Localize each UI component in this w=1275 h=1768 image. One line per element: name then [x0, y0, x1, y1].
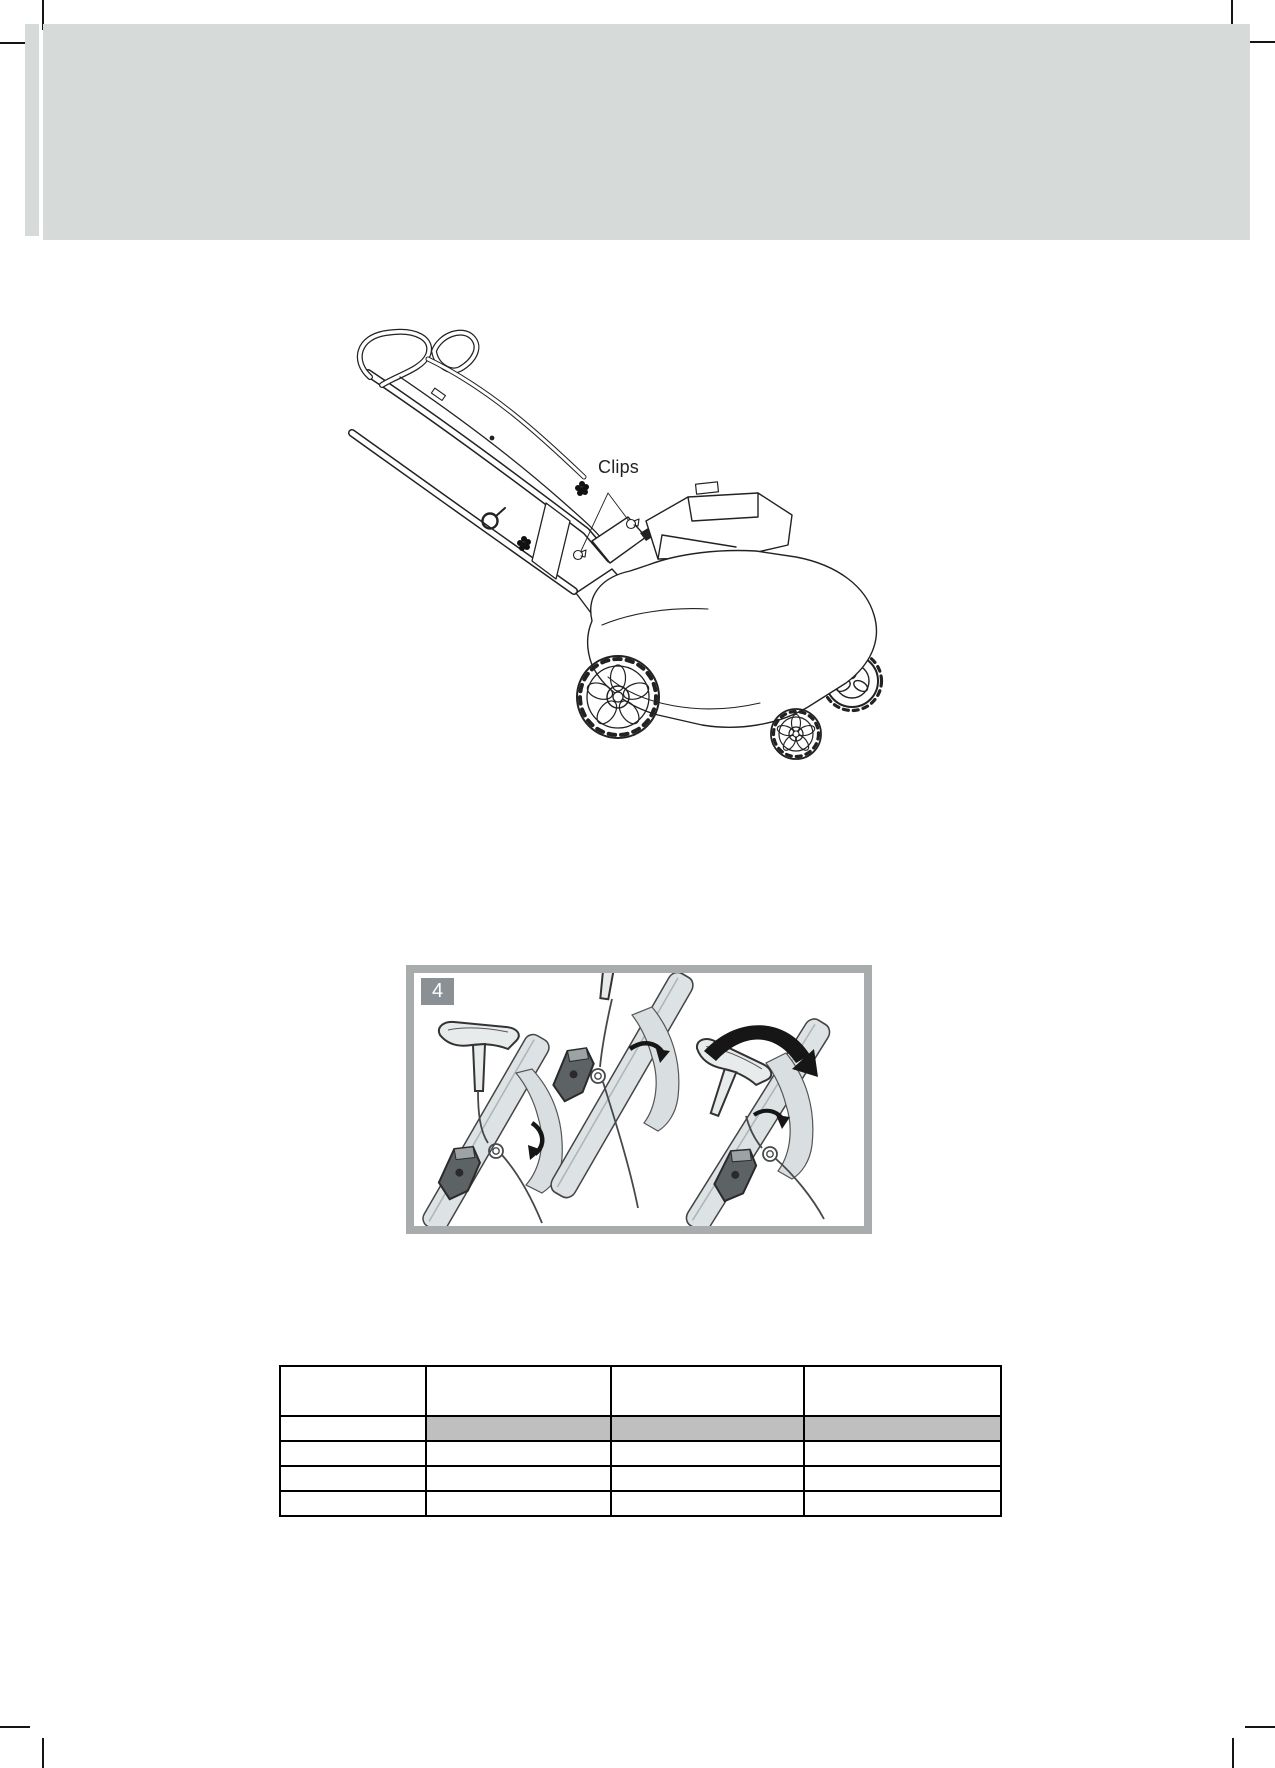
spec-table-row [280, 1466, 1001, 1491]
spec-table-cell [804, 1466, 1001, 1491]
spec-table-cell [426, 1466, 611, 1491]
spec-table-cell [611, 1441, 804, 1466]
step-motif-tighten [677, 1015, 833, 1226]
spec-table [279, 1365, 1002, 1517]
crop-mark-bottom-right-h [1245, 1726, 1275, 1728]
spec-table-row [280, 1441, 1001, 1466]
spec-table-cell [280, 1491, 426, 1516]
spec-table-body [280, 1366, 1001, 1516]
spec-table-cell [611, 1366, 804, 1416]
crop-mark-bottom-left-v [42, 1738, 44, 1768]
spec-table-cell [611, 1491, 804, 1516]
spec-table-row [280, 1491, 1001, 1516]
exploded-clip-icon [574, 550, 587, 560]
mower-assembly-figure [340, 325, 900, 765]
spec-table-cell [280, 1366, 426, 1416]
spec-table-cell [426, 1416, 611, 1441]
step-motif-attach [420, 1022, 563, 1226]
spec-table-cell [426, 1441, 611, 1466]
cable-clip-icon [575, 481, 589, 496]
spec-table-cell [280, 1416, 426, 1441]
step-4-illustration [414, 973, 864, 1226]
spec-table-cell [804, 1441, 1001, 1466]
spec-table-cell [804, 1416, 1001, 1441]
spec-table-cell [611, 1466, 804, 1491]
clips-callout-label: Clips [598, 457, 640, 477]
mower-deck [588, 551, 877, 728]
crop-mark-bottom-left-h [0, 1726, 30, 1728]
spec-table-cell [280, 1441, 426, 1466]
spec-table-header-row [280, 1366, 1001, 1416]
cable-clip-icon [517, 536, 531, 551]
spec-table-cell [804, 1491, 1001, 1516]
step-motif-wrap [547, 973, 696, 1208]
step-4-panel [406, 965, 872, 1234]
mower-illustration [340, 325, 900, 765]
spec-table-cell [426, 1491, 611, 1516]
step-number-badge: 4 [421, 978, 454, 1005]
front-wheel-icon [771, 709, 821, 759]
spec-table-cell [280, 1466, 426, 1491]
spec-table-cell [426, 1366, 611, 1416]
crop-mark-bottom-right-v [1232, 1738, 1234, 1768]
header-edge-strip [25, 24, 39, 236]
spec-table-cell [611, 1416, 804, 1441]
header-band [43, 24, 1250, 240]
spec-table-cell [804, 1366, 1001, 1416]
spec-table-row [280, 1416, 1001, 1441]
